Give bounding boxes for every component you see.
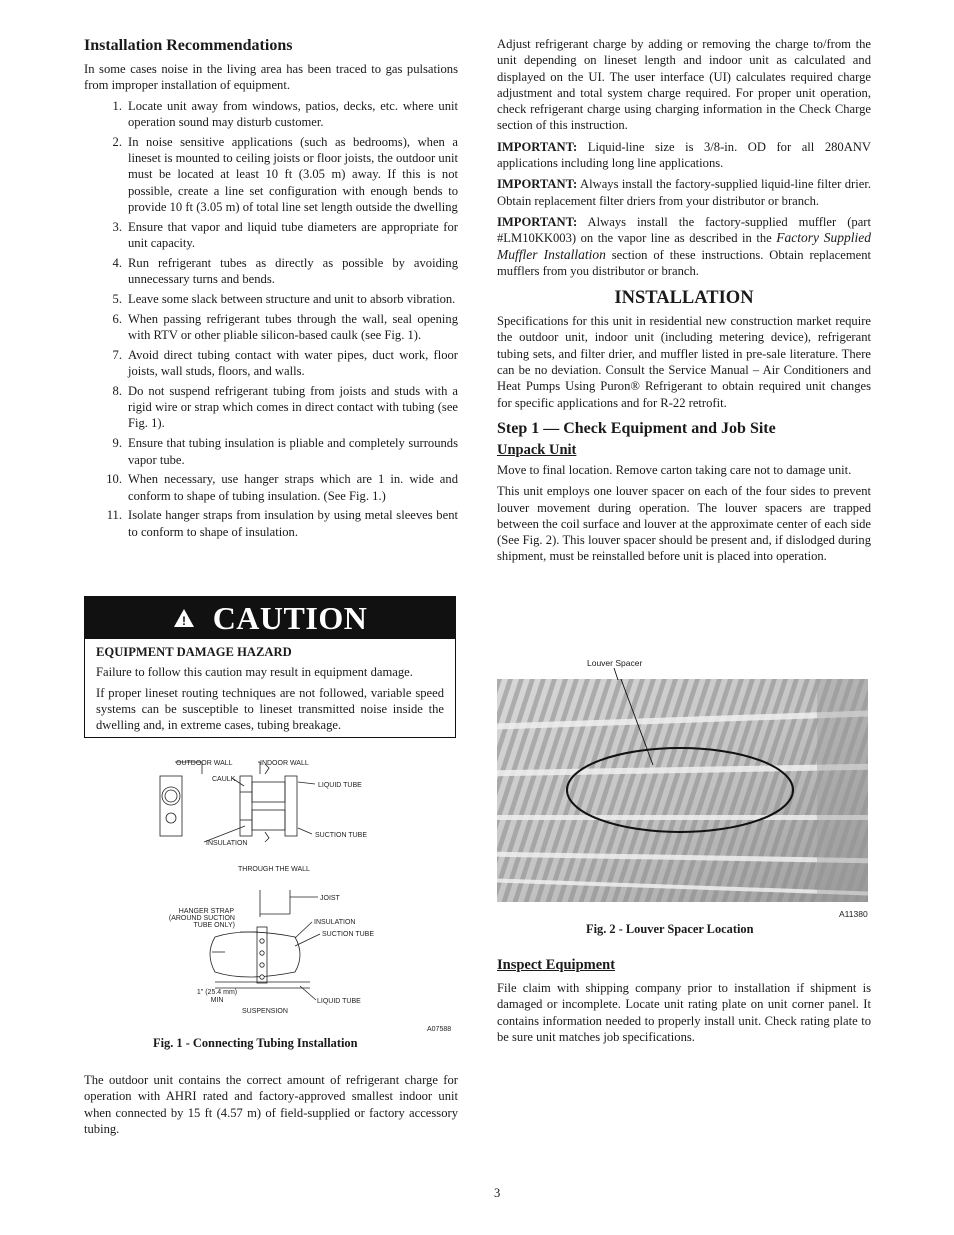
right-column — [497, 36, 871, 565]
list-item-text: When passing refrigerant tubes through the wall, seal opening with RTV or other pliable silicon-based caulk (see Fig. 1). — [128, 311, 458, 342]
important-label-1: IMPORTANT: — [497, 139, 578, 154]
list-item — [84, 311, 458, 344]
important-muffler — [497, 214, 871, 279]
list-item — [84, 507, 458, 540]
fig2-label: Louver Spacer — [587, 658, 643, 668]
list-item — [84, 134, 458, 215]
important-filter-drier — [497, 176, 871, 209]
important-text-3b: section of these instructions. Obtain replacement mufflers from you distributor or branch. — [497, 247, 872, 278]
list-item-number: 10. — [106, 472, 122, 487]
inspect-equipment-heading: Inspect Equipment — [497, 957, 616, 973]
list-item — [84, 255, 458, 288]
louver-paragraph: This unit employs one louver spacer on each of the four sides to prevent louver movement during operation. The louver spacers are trapped between the coil surface and louver at the approximate center of each side (See Fig. 2). This louver spacer should be present and, if dislodged during shipment, must be reinstalled before unit is placed into operation. — [497, 484, 871, 564]
list-item-number: 1. — [112, 98, 122, 113]
list-item-number: 3. — [112, 219, 122, 234]
list-item-text: Run refrigerant tubes as directly as possible by avoiding unnecessary turns and bends. — [128, 255, 458, 287]
fig1-caption: Fig. 1 - Connecting Tubing Installation — [153, 1036, 358, 1050]
label-min-1: 1" (25.4 mm) — [196, 989, 238, 996]
list-item — [84, 219, 458, 252]
label-insulation-2: INSULATION — [314, 919, 356, 926]
list-item-text: Ensure that vapor and liquid tube diameters are appropriate for unit capacity. — [128, 219, 458, 250]
list-item — [84, 435, 458, 468]
label-liquid-tube-2: LIQUID TUBE — [317, 998, 361, 1005]
installation-heading: INSTALLATION — [614, 288, 754, 309]
list-item-number: 7. — [112, 347, 122, 362]
fig2-caption: Fig. 2 - Louver Spacer Location — [586, 922, 754, 936]
list-item-number: 5. — [112, 291, 122, 306]
list-item-number: 11. — [106, 508, 122, 523]
list-item-text: Ensure that tubing insulation is pliable and completely surrounds vapor tube. — [128, 436, 458, 467]
label-caulk: CAULK — [212, 776, 236, 783]
unpack-unit-heading: Unpack Unit — [497, 441, 577, 458]
important-label-3: IMPORTANT: — [497, 214, 578, 229]
list-item — [84, 347, 458, 380]
recommendations-list — [84, 98, 458, 540]
list-item-text: When necessary, use hanger straps which are 1 in. wide and conform to shape of tubing insulation. (See Fig. 1.) — [128, 472, 458, 503]
adjust-charge-paragraph: Adjust refrigerant charge by adding or removing the charge to/from the unit depending on lineset length and indoor unit as calculated and displayed on the UI. The user interface (UI) calculates required charge adjustment and total system charge required. For proper unit operation, check refrigerant charge using charging information in the Check Charge section of this instruction. — [497, 37, 871, 133]
caution-banner — [85, 597, 455, 639]
fig1-diagram — [140, 752, 460, 1037]
label-insulation: INSULATION — [206, 840, 248, 847]
list-item-text: Leave some slack between structure and unit to absorb vibration. — [128, 291, 456, 306]
label-min-2: MIN — [210, 997, 224, 1004]
important-text-3-italic: Factory Supplied Muffler Installation — [497, 230, 871, 262]
label-suspension: SUSPENSION — [242, 1008, 288, 1015]
list-item-text: Locate unit away from windows, patios, decks, etc. where unit operation sound may disturb customer. — [128, 98, 458, 129]
list-item-number: 9. — [112, 436, 122, 451]
label-suction-tube: SUCTION TUBE — [315, 832, 367, 839]
hazard-heading: EQUIPMENT DAMAGE HAZARD — [96, 645, 292, 659]
important-text-2: Always install the factory-supplied liquid-line filter drier. Obtain replacement filter driers from your distributor or branch. — [497, 177, 871, 208]
installation-recommendations-heading: Installation Recommendations — [84, 37, 293, 54]
list-item-text: Avoid direct tubing contact with water pipes, duct work, floor joists, wall studs, floors, and walls. — [128, 347, 458, 379]
label-hanger-strap-3: TUBE ONLY) — [193, 922, 235, 929]
list-item-number: 6. — [112, 311, 122, 326]
list-item-text: In noise sensitive applications (such as bedrooms), when a lineset is mounted to ceiling joists or floor joists, the outdoor unit must be located at least 10 ft (3.05 m) away. If this is not possible, create a line set configuration with enough bends to provide 10 ft (3.05 m) of total line set length outside the dwelling — [128, 134, 458, 214]
fig2-pointer-line — [610, 668, 620, 680]
caution-text-2: If proper lineset routing techniques are not followed, variable speed systems can be susceptible to lineset transmitted noise inside the dwelling and, in extreme cases, tubing breakage. — [96, 685, 444, 733]
important-liquid-line — [497, 139, 871, 172]
caution-box — [84, 596, 456, 738]
list-item-number: 2. — [112, 134, 122, 149]
page-number: 3 — [494, 1186, 501, 1200]
label-outdoor-wall: OUTDOOR WALL — [176, 760, 233, 767]
fig2-code: A11380 — [839, 909, 868, 919]
list-item — [84, 471, 458, 504]
intro-paragraph: In some cases noise in the living area has been traced to gas pulsations from improper installation of equipment. — [84, 62, 458, 93]
louver-spacer-photo — [497, 679, 868, 902]
warning-triangle-icon — [173, 608, 195, 628]
installation-paragraph: Specifications for this unit in residential new construction market require the outdoor unit, indoor unit (including metering device), refrigerant tubing sets, and filter drier, and muffler listed in pre-sale literature. There can be no deviation. Consult the Service Manual – Air Conditioners and Heat Pumps Using Puron® Refrigerant to obtain required unit changes for specific applications and for R-22 retrofit. — [497, 314, 871, 410]
list-item — [84, 98, 458, 131]
important-text-1: Liquid-line size is 3/8-in. OD for all 280ANV applications including long line applications. — [497, 139, 871, 171]
left-column — [84, 36, 458, 544]
list-item-number: 8. — [112, 383, 122, 398]
charge-paragraph: The outdoor unit contains the correct amount of refrigerant charge for operation with AHRI rated and factory-approved smallest indoor unit when connected by 15 ft (4.57 m) of field-supplied or factory accessory tubing. — [84, 1073, 458, 1136]
label-hanger-strap: HANGER STRAP — [178, 908, 234, 915]
list-item — [84, 383, 458, 432]
important-label-2: IMPORTANT: — [497, 177, 578, 192]
label-liquid-tube: LIQUID TUBE — [318, 782, 362, 789]
fig1-code: A07588 — [427, 1026, 452, 1033]
caution-text-1: Failure to follow this caution may result in equipment damage. — [96, 665, 413, 680]
caution-title: CAUTION — [212, 599, 368, 636]
label-indoor-wall: INDOOR WALL — [260, 760, 309, 767]
label-suction-tube-2: SUCTION TUBE — [322, 931, 374, 938]
important-text-3a: Always install the factory-supplied muffler (part #LM10KK003) on the vapor line as described in the — [497, 214, 871, 246]
list-item — [84, 291, 458, 307]
unpack-paragraph: Move to final location. Remove carton taking care not to damage unit. — [497, 462, 852, 477]
svg-text:!: ! — [181, 614, 186, 628]
inspect-paragraph: File claim with shipping company prior to installation if shipment is damaged or incomplete. Locate unit rating plate on unit corner panel. It contains information needed to properly install unit. Check rating plate to be sure unit matches job specifications. — [497, 981, 871, 1044]
label-joist: JOIST — [320, 895, 340, 902]
list-item-text: Isolate hanger straps from insulation by using metal sleeves bent to conform to shape of insulation. — [128, 508, 458, 539]
label-through-the-wall: THROUGH THE WALL — [238, 866, 310, 873]
step1-heading: Step 1 — Check Equipment and Job Site — [497, 419, 776, 437]
label-hanger-strap-2: (AROUND SUCTION — [168, 915, 235, 922]
list-item-number: 4. — [112, 255, 122, 270]
list-item-text: Do not suspend refrigerant tubing from joists and studs with a rigid wire or strap which comes in direct contact with tubing (see Fig. 1). — [128, 383, 458, 431]
